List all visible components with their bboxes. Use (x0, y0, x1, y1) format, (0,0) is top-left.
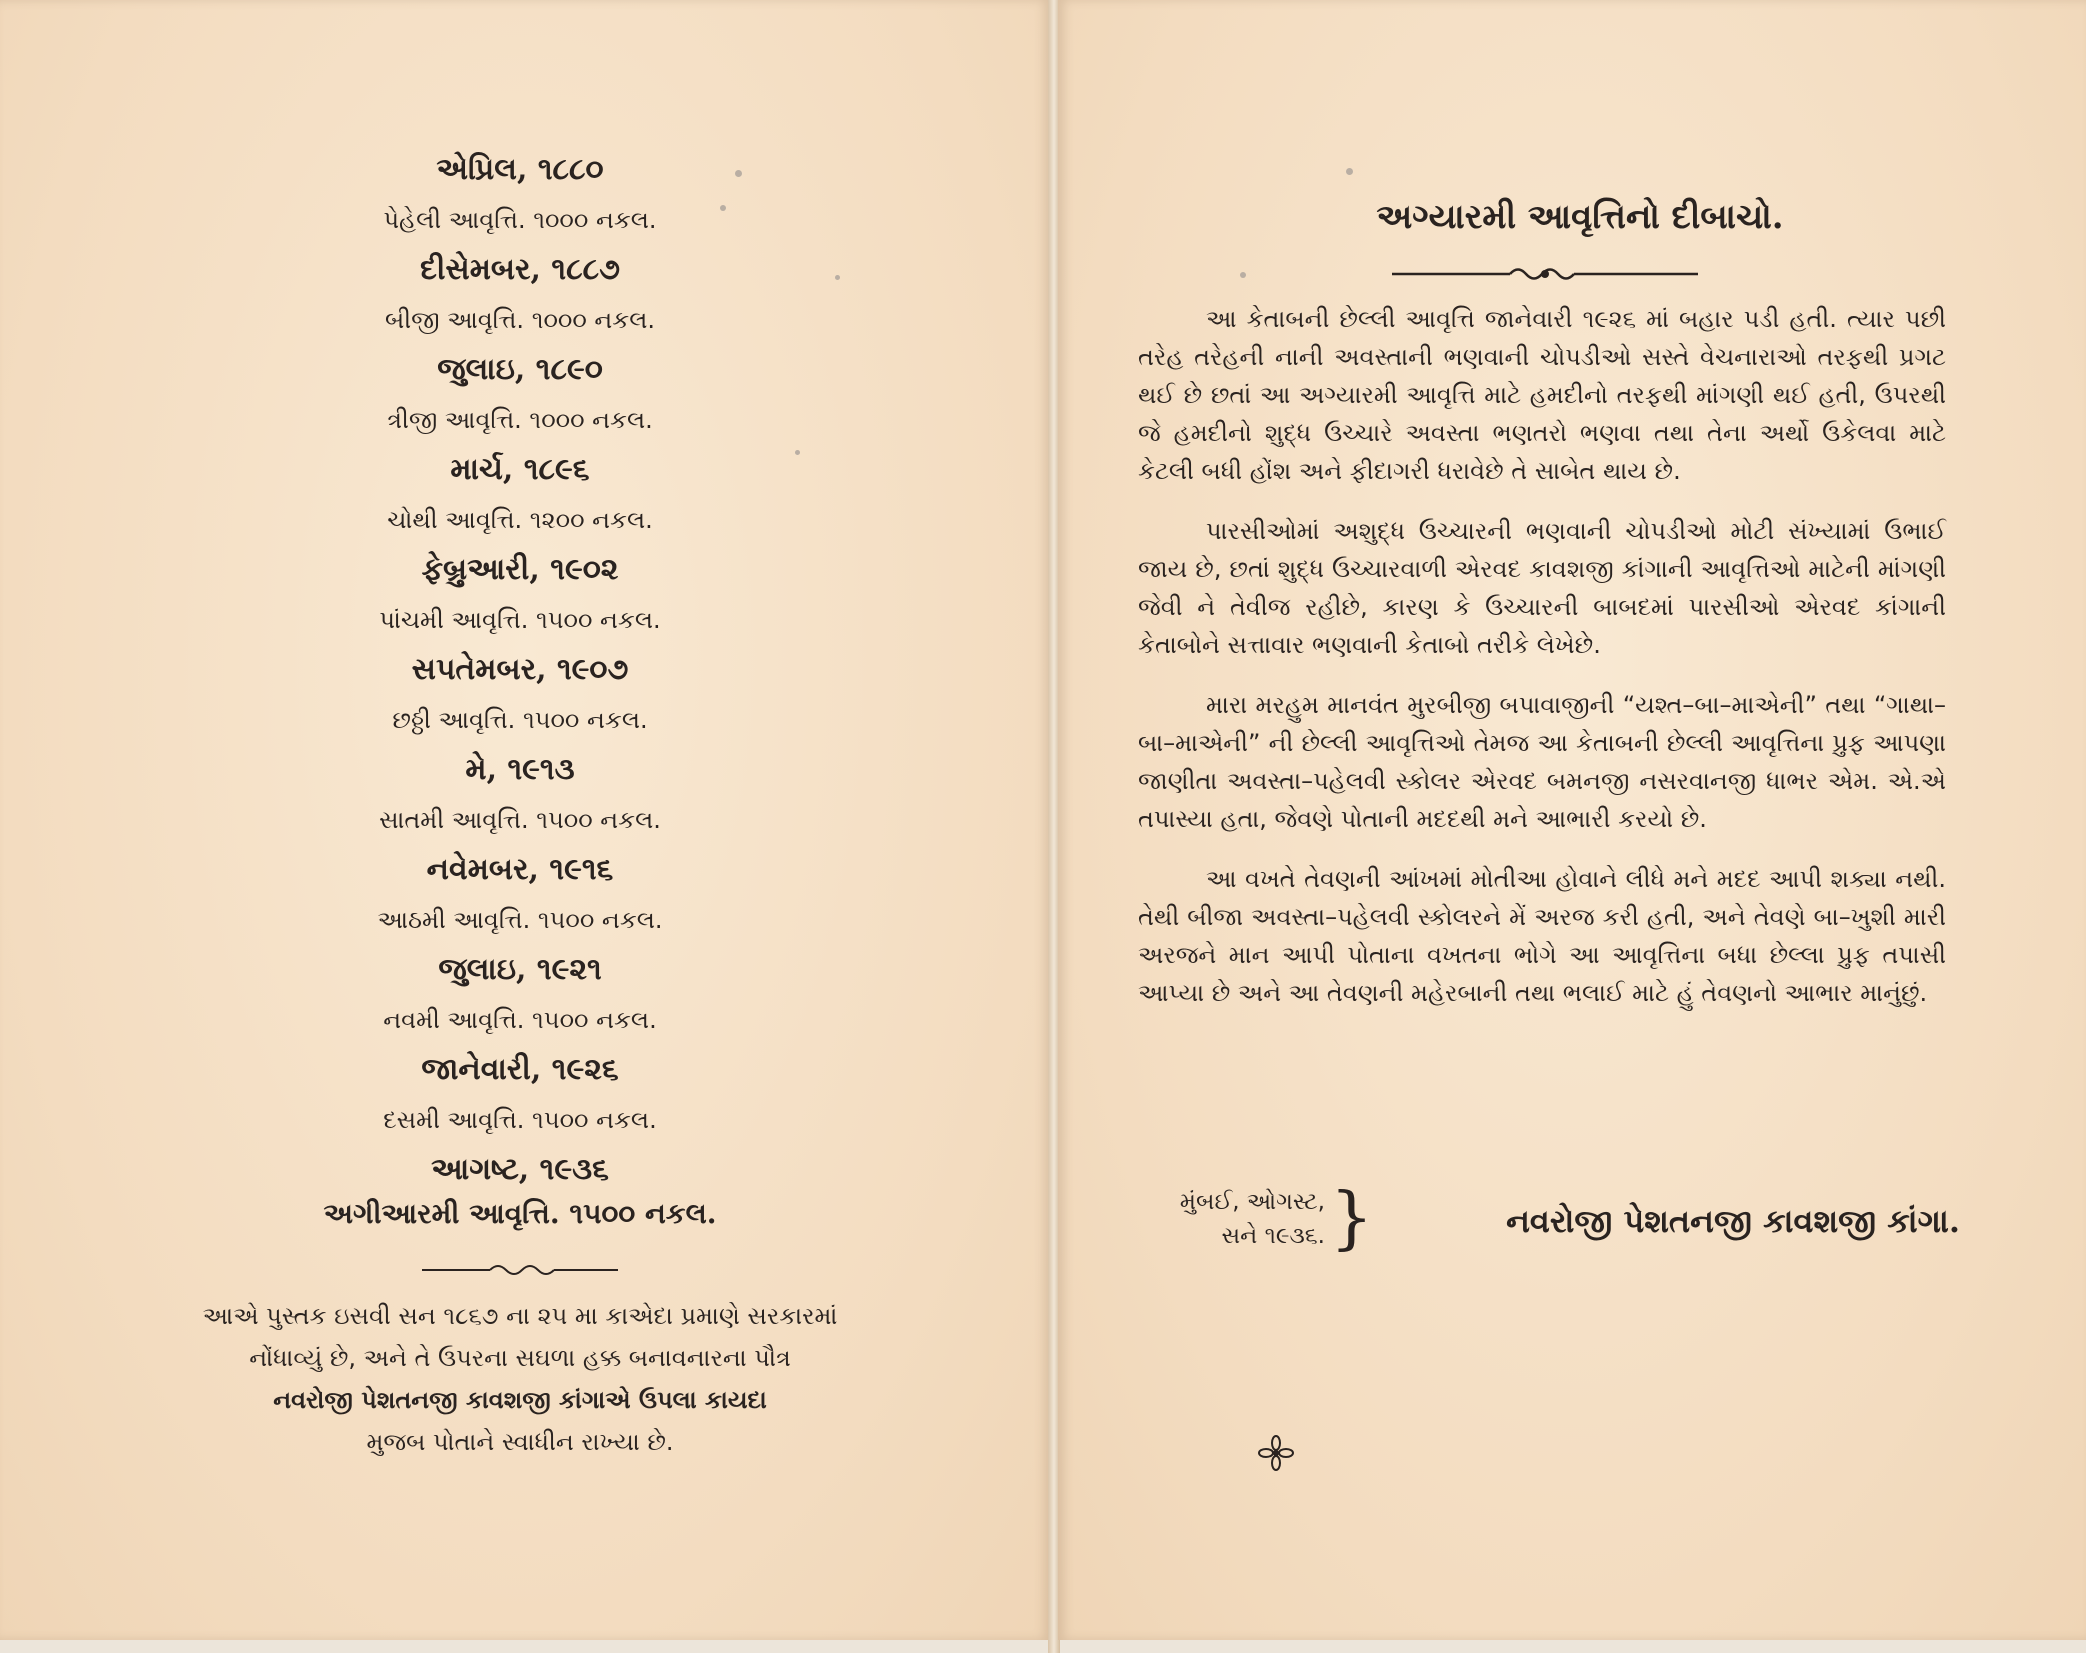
edition-list (250, 150, 790, 1246)
edition-entry (250, 150, 790, 250)
edition-entry (250, 350, 790, 450)
edition-copies: દસમી આવૃત્તિ. ૧૫૦૦ નકલ. (383, 1106, 657, 1134)
edition-date: આગષ્ટ, ૧૯૩૬ (431, 1152, 609, 1187)
preface-title: અગ્યારમી આવૃત્તિનો દીબાચો. (1376, 197, 1784, 237)
copyright-line: મુજબ પોતાને સ્વાધીન રાખ્યા છે. (366, 1428, 674, 1456)
edition-entry (250, 250, 790, 350)
edition-copies: આઠમી આવૃત્તિ. ૧૫૦૦ નકલ. (377, 906, 663, 934)
edition-date: સપતેમબર, ૧૯૦૭ (411, 652, 629, 687)
paper-speck (1346, 168, 1353, 175)
edition-entry (250, 950, 790, 1050)
preface-paragraph: આ વખતે તેવણની આંખમાં મોતીઆ હોવાને લીધે મને મદદ આપી શક્યા નથી. તેથી બીજા અવસ્તા–પહેલવી સ્કોલરને મેં અરજ કરી હતી, અને તેવણે બા–ખુશી મારી અરજને માન આપી પોતાના વખતના ભોગે આ આવૃત્તિના બધા છેલ્લા પ્રુફ તપાસી આપ્યા છે અને આ તેવણની મહેરબાની તથા ભલાઈ માટે હું તેવણનો આભાર માનુંછું. (1138, 865, 1946, 1007)
preface-paragraph: મારા મરહુમ માનવંત મુરબીજી બપાવાજીની “યશ્ત–બા–માએની” તથા “ગાથા–બા–માએની” ની છેલ્લી આવૃત્તિઓ તેમજ આ કેતાબની છેલ્લી આવૃત્તિના પ્રુફ આપણા જાણીતા અવસ્તા–પહેલવી સ્કોલર એરવદ બમનજી નસરવાનજી ધાભર એમ. એ.એ તપાસ્યા હતા, જેવણે પોતાની મદદથી મને આભારી કરયો છે. (1138, 691, 1946, 833)
edition-entry (250, 1150, 790, 1246)
edition-entry (250, 650, 790, 750)
edition-copies: પાંચમી આવૃત્તિ. ૧૫૦૦ નકલ. (379, 606, 661, 634)
edition-entry (250, 550, 790, 650)
copyright-notice (110, 1295, 930, 1463)
edition-date: મે, ૧૯૧૩ (465, 752, 575, 787)
edition-date: એપ્રિલ, ૧૮૮૦ (436, 152, 604, 187)
edition-copies: અગીઆરમી આવૃત્તિ. ૧૫૦૦ નકલ. (323, 1197, 717, 1230)
edition-copies: છઠ્ઠી આવૃત્તિ. ૧૫૦૦ નકલ. (392, 706, 648, 734)
edition-date: જાનેવારી, ૧૯૨૬ (421, 1052, 619, 1087)
edition-copies: સાતમી આવૃત્તિ. ૧૫૦૦ નકલ. (379, 806, 661, 834)
ornament-divider (1390, 262, 1700, 286)
place-date (1140, 1185, 1325, 1253)
edition-date: દીસેમબર, ૧૮૮૭ (420, 252, 620, 287)
paper-speck (795, 450, 800, 455)
edition-entry (250, 1050, 790, 1150)
paper-speck (835, 275, 840, 280)
copyright-line: આએ પુસ્તક ઇસવી સન ૧૮૬૭ ના ૨૫ મા કાએદા પ્રમાણે સરકારમાં (202, 1302, 838, 1330)
edition-date: જુલાઇ, ૧૮૯૦ (437, 352, 603, 387)
ornament-divider (420, 1260, 620, 1280)
paper-speck (1240, 272, 1246, 278)
preface-body (1138, 300, 1946, 1034)
author-signature: નવરોજી પેશતનજી કાવશજી કાંગા. (1506, 1202, 1960, 1240)
brace-mark: } (1330, 1179, 1374, 1258)
edition-date: માર્ચ, ૧૮૯૬ (450, 452, 590, 487)
edition-entry (250, 750, 790, 850)
edition-date: નવેમબર, ૧૯૧૬ (426, 852, 614, 887)
edition-copies: નવમી આવૃત્તિ. ૧૫૦૦ નકલ. (383, 1006, 657, 1034)
copyright-line: નવરોજી પેશતનજી કાવશજી કાંગાએ ઉપલા કાયદા (273, 1385, 767, 1414)
edition-copies: બીજી આવૃત્તિ. ૧૦૦૦ નકલ. (384, 306, 656, 334)
preface-signoff (1140, 1179, 1960, 1265)
edition-date: જુલાઇ, ૧૯૨૧ (438, 952, 602, 987)
preface-paragraph: પારસીઓમાં અશુદ્ધ ઉચ્ચારની ભણવાની ચોપડીઓ મોટી સંખ્યામાં ઉભાઈ જાય છે, છતાં શુદ્ધ ઉચ્ચારવાળી એરવદ કાવશજી કાંગાની આવૃત્તિઓ માટેની માંગણી જેવી ને તેવીજ રહીછે, કારણ કે ઉચ્ચારની બાબદમાં પારસીઓ એરવદ કાંગાની કેતાબોને સત્તાવાર ભણવાની કેતાબો તરીકે લેખેછે. (1138, 517, 1946, 659)
edition-copies: ત્રીજી આવૃત્તિ. ૧૦૦૦ નકલ. (387, 406, 653, 434)
edition-entry (250, 450, 790, 550)
preface-paragraph: આ કેતાબની છેલ્લી આવૃત્તિ જાનેવારી ૧૯૨૬ માં બહાર પડી હતી. ત્યાર પછી તરેહ તરેહની નાની અવસ્તાની ભણવાની ચોપડીઓ સસ્તે વેચનારાઓ તરફથી પ્રગટ થઈ છે છતાં આ અગ્યારમી આવૃત્તિ માટે હમદીનો તરફથી માંગણી થઈ હતી, ઉપરથી જે હમદીનો શુદ્ધ ઉચ્ચારે અવસ્તા ભણતરો ભણવા તથા તેના અર્થો ઉકેલવા માટે કેટલી બધી હોંશ અને ફીદાગરી ધરાવેછે તે સાબેત થાય છે. (1138, 305, 1946, 485)
copyright-line: નોંધાવ્યું છે, અને તે ઉપરના સઘળા હક્ક બનાવનારના પૌત્ર (249, 1344, 791, 1372)
edition-copies: ચોથી આવૃત્તિ. ૧૨૦૦ નકલ. (387, 506, 653, 534)
edition-date: ફેબ્રુઆરી, ૧૯૦૨ (421, 552, 619, 587)
edition-entry (250, 850, 790, 950)
edition-copies: પેહેલી આવૃત્તિ. ૧૦૦૦ નકલ. (383, 206, 657, 234)
year: સને ૧૯૩૬. (1221, 1223, 1325, 1249)
flower-ornament-icon (1258, 1435, 1294, 1471)
place: મુંબઈ, ઓગસ્ટ, (1179, 1189, 1325, 1215)
